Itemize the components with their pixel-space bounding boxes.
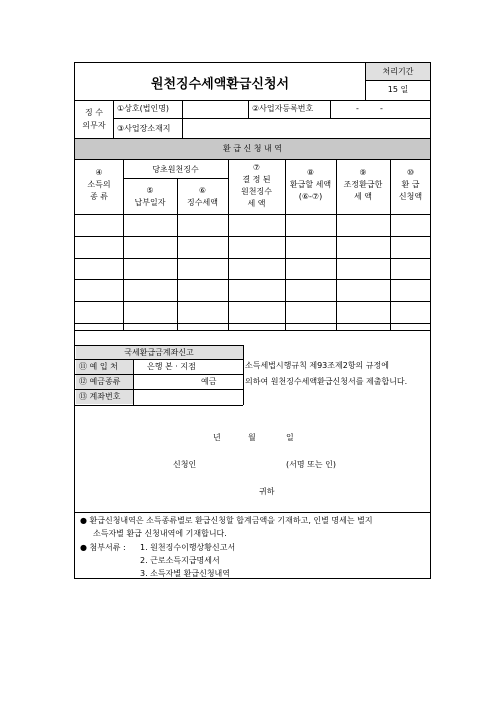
adjusted-refund-column-header: ⑨ 조정환급한 세 액 <box>343 168 383 201</box>
determined-tax-column-header: ⑦ 결 정 된 원천징수 세 액 <box>241 163 272 208</box>
table-row[interactable] <box>75 280 430 301</box>
refund-request-column-header: ⑩ 환 급 신청액 <box>398 168 423 201</box>
statement-text: 소득세법시행규칙 제93조제2항의 규정에 <box>245 361 390 370</box>
account-type-field[interactable]: 예금 <box>201 377 217 386</box>
account-number-label: ⑬ 계좌번호 <box>79 392 121 401</box>
date-month: 월 <box>248 433 256 442</box>
refund-details-heading: 환 급 신 청 내 역 <box>222 144 283 153</box>
note-line: 소득자별 환급 신청내역에 기재합니다. <box>93 529 227 538</box>
processing-period-label: 처리기간 <box>382 67 414 76</box>
withholder-label: 징 수 <box>85 108 103 117</box>
payment-date-column-header: ⑤ 납부일자 <box>134 186 166 207</box>
date-year: 년 <box>213 433 221 442</box>
account-section-header: 국세환급금계좌신고 <box>124 348 194 357</box>
business-address-label: ③사업장소재지 <box>117 124 171 133</box>
biz-reg-dash: - <box>380 104 383 113</box>
account-number-field[interactable] <box>134 390 242 404</box>
table-row[interactable] <box>75 302 430 323</box>
processing-period-value: 15 일 <box>387 85 409 94</box>
business-address-field[interactable] <box>183 119 431 138</box>
form-title: 원천징수세액환급신청서 <box>150 77 290 92</box>
biz-reg-number-label: ②사업자등록번호 <box>252 104 314 113</box>
attachment-item: 3. 소득자별 환급신청내역 <box>140 569 230 578</box>
company-name-field[interactable] <box>183 101 248 118</box>
attachment-item: 1. 원천징수이행상황신고서 <box>140 543 236 552</box>
statement-text: 의하여 원천징수세액환급신청서를 제출합니다. <box>245 377 408 386</box>
refundable-tax-column-header: ⑧ 환급할 세액 (⑥-⑦) <box>289 168 332 201</box>
table-row[interactable] <box>75 259 430 279</box>
original-withholding-header: 당초원천징수 <box>152 165 199 174</box>
recipient-label: 귀하 <box>259 487 275 496</box>
refund-application-form <box>74 62 431 579</box>
applicant-signature[interactable]: (서명 또는 인) <box>286 460 336 469</box>
deposit-bank-field[interactable]: 은행 본 · 지점 <box>147 362 196 371</box>
table-row[interactable] <box>75 237 430 258</box>
account-type-label: ⑫ 예금종류 <box>79 377 121 386</box>
attachment-item: 2. 근로소득지급명세서 <box>140 556 220 565</box>
company-name-label: ①상호(법인명) <box>117 104 170 113</box>
withheld-tax-column-header: ⑥ 징수세액 <box>187 186 218 207</box>
applicant-label: 신청인 <box>173 460 197 469</box>
withholder-label-line2: 의무자 <box>82 121 106 130</box>
income-type-column-header: ④ 소득의 종 류 <box>87 168 111 201</box>
table-row[interactable] <box>75 215 430 236</box>
date-day: 일 <box>286 433 294 442</box>
biz-reg-dash: - <box>356 104 359 113</box>
attachments-label: ● 첨부서류 : <box>80 543 126 552</box>
note-line: ● 환급신청내역은 소득종류별로 환급신청할 합계금액을 기재하고, 인별 명세는 별지 <box>80 516 373 525</box>
deposit-bank-label: ⑪ 예 입 처 <box>79 362 118 371</box>
